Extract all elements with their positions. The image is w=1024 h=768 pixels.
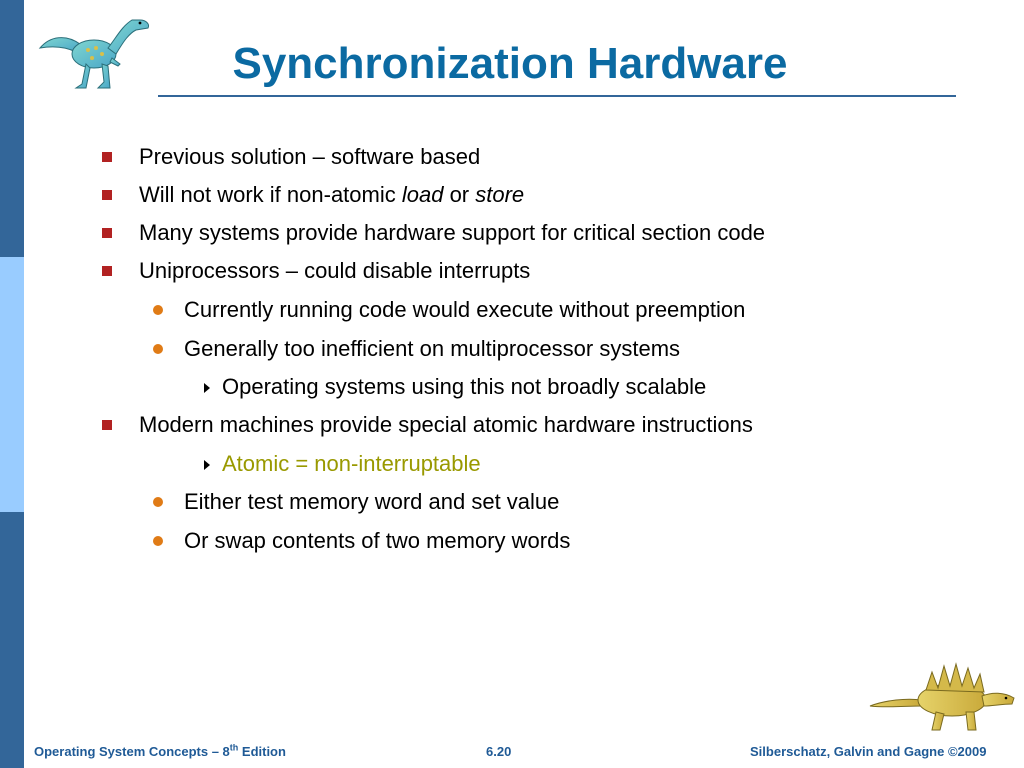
bullet-text: Many systems provide hardware support for critical section code [139, 220, 766, 245]
bullet-text-connector: or [443, 182, 476, 207]
sub-bullet-item [184, 528, 570, 554]
bullet-text: Modern machines provide special atomic hardware instructions [139, 412, 753, 437]
footer-edition-suffix: Edition [238, 744, 286, 759]
bullet-item [139, 220, 765, 246]
square-bullet-icon [102, 152, 112, 162]
dot-bullet-icon [153, 305, 163, 315]
bullet-text: Atomic = non-interruptable [222, 451, 481, 476]
sub-sub-bullet-item [222, 374, 706, 400]
bullet-emphasis-store: store [475, 182, 525, 207]
square-bullet-icon [102, 228, 112, 238]
square-bullet-icon [102, 266, 112, 276]
dot-bullet-icon [153, 536, 163, 546]
footer-edition-superscript: th [229, 742, 239, 753]
bullet-text: Either test memory word and set value [184, 489, 560, 514]
slide-title: Synchronization Hardware [232, 39, 788, 88]
footer-book-title-text: Operating System Concepts – 8 [34, 744, 230, 759]
bullet-text: Or swap contents of two memory words [184, 528, 571, 553]
dinosaur-bottom-icon [866, 656, 1018, 736]
bullet-item [139, 144, 480, 170]
sub-bullet-item [184, 297, 745, 323]
bullet-item [139, 412, 753, 438]
bullet-text: Currently running code would execute without preemption [184, 297, 746, 322]
bullet-text: Previous solution – software based [139, 144, 481, 169]
bullet-text: Will not work if non-atomic [139, 182, 402, 207]
footer-book-title [34, 744, 286, 759]
bullet-text: Generally too inefficient on multiprocessor systems [184, 336, 681, 361]
bullet-text: Uniprocessors – could disable interrupts [139, 258, 531, 283]
footer-slide-number: 6.20 [486, 744, 512, 759]
bullet-emphasis-load: load [401, 182, 444, 207]
triangle-bullet-icon [204, 383, 210, 393]
sub-sub-bullet-item-highlight [222, 451, 481, 477]
footer-copyright: Silberschatz, Galvin and Gagne ©2009 [750, 744, 987, 759]
bullet-item [139, 182, 524, 208]
square-bullet-icon [102, 420, 112, 430]
dot-bullet-icon [153, 497, 163, 507]
sub-bullet-item [184, 336, 680, 362]
triangle-bullet-icon [204, 460, 210, 470]
dot-bullet-icon [153, 344, 163, 354]
bullet-item [139, 258, 530, 284]
bullet-text: Operating systems using this not broadly scalable [222, 374, 707, 399]
sub-bullet-item [184, 489, 559, 515]
square-bullet-icon [102, 190, 112, 200]
